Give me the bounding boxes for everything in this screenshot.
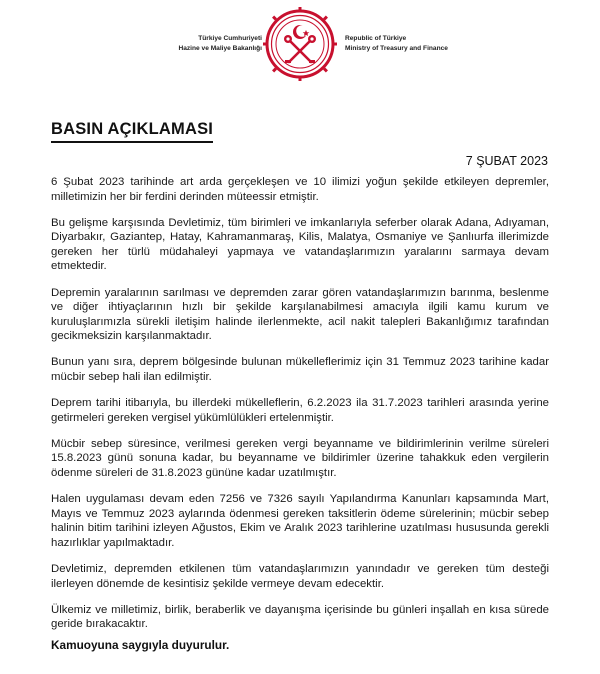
paragraph: Bu gelişme karşısında Devletimiz, tüm birimleri ve imkanlarıyla seferber olarak Adana, Adıyaman, Diyarbakır, Gaziantep, Hatay, Kahramanmaraş, Kilis, Malatya, Osmaniye ve Şanlıurfa illerimizde gereken her türlü müdahaleyi yapmaya ve vatandaşlarımızın yaralarını sarmaya devam etmektedir. [51,216,549,273]
paragraph: Ülkemiz ve milletimiz, birlik, beraberlik ve dayanışma içerisinde bu günleri inşallah en kısa sürede geride bırakacaktır. [51,603,549,631]
closing-statement: Kamuoyuna saygıyla duyurulur. [51,638,230,652]
document-title: BASIN AÇIKLAMASI [51,120,214,138]
paragraph: Devletimiz, depremden etkilenen tüm vatandaşlarımızın yanındadır ve gereken tüm desteği ilerleyen dönemde de kesintisiz şekilde vermeye devam edecektir. [51,562,549,590]
title-underline [51,141,213,143]
letterhead [0,0,600,96]
ministry-name-turkish-line1: Türkiye Cumhuriyeti [198,35,262,42]
paragraph: 6 Şubat 2023 tarihinde art arda gerçekleşen ve 10 ilimizi yoğun şekilde etkileyen depremler, milletimizin her bir ferdini derinden müteessir etmiştir. [51,176,549,203]
ministry-emblem-icon [262,4,338,84]
document-body [51,175,549,643]
ministry-name-english-line2: Ministry of Treasury and Finance [345,45,448,52]
ministry-name-english [345,34,448,54]
ministry-name-english-line1: Republic of Türkiye [345,35,407,42]
document-date: 7 ŞUBAT 2023 [465,154,548,168]
paragraph: Bunun yanı sıra, deprem bölgesinde bulunan mükelleflerimiz için 31 Temmuz 2023 tarihine kadar mücbir sebep hali ilan edilmiştir. [51,356,549,384]
ministry-name-turkish [178,34,262,54]
paragraph: Mücbir sebep süresince, verilmesi gereken vergi beyanname ve bildirimlerinin verilme süreleri 15.8.2023 günü sonuna kadar, bu beyanname ve bildirimler üzerine tahakkuk eden vergilerin ödenme süreleri de 31.8.2023 gününe kadar uzatılmıştır. [51,437,549,479]
ministry-name-turkish-line2: Hazine ve Maliye Bakanlığı [178,45,262,52]
paragraph: Depremin yaralarının sarılması ve depremden zarar gören vatandaşlarımızın barınma, beslenme ve diğer ihtiyaçlarının hızlı bir şekilde karşılanabilmesi amacıyla ilgili kamu kurum ve kuruluşlarımızla sürekli iletişim halinde ilerlenmekte, acil nakit talepleri Bakanlığımız tarafından gecikmeksizin karşılanmaktadır. [51,286,549,343]
paragraph: Deprem tarihi itibarıyla, bu illerdeki mükelleflerin, 6.2.2023 ila 31.7.2023 tarihleri arasında yerine getirmeleri gereken vergisel yükümlülükleri ertelenmiştir. [51,397,549,424]
paragraph: Halen uygulaması devam eden 7256 ve 7326 sayılı Yapılandırma Kanunları kapsamında Mart, Mayıs ve Temmuz 2023 aylarında ödenmesi gereken taksitlerin ödeme sürelerinin; mücbir sebep halinin bitim tarihini izleyen Ağustos, Ekim ve Aralık 2023 tarihlerine uzatılması hususunda gerekli hazırlıklar yapılmaktadır. [51,493,549,549]
